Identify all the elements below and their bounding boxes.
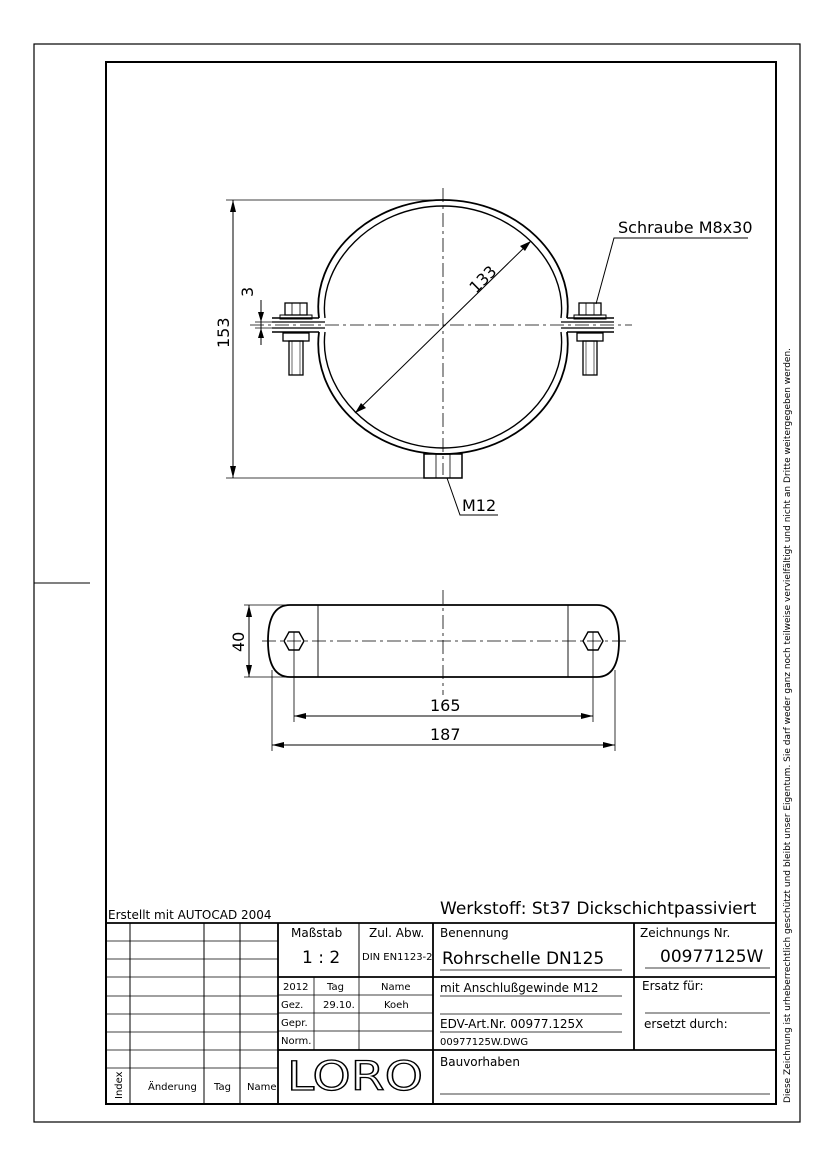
scale-label: Maßstab — [291, 926, 343, 940]
project-label: Bauvorhaben — [440, 1055, 520, 1069]
copyright-note: Diese Zeichnung ist urheberrechtlich geschützt und bleibt unser Eigentum. Sie darf weder ganz noch teilweise vervielfältigt und nicht an Dritte weitergegeben werden. — [783, 347, 793, 1103]
screw-label: Schraube M8x30 — [618, 218, 753, 237]
overall-length-value: 187 — [430, 725, 461, 744]
approval-name-header: Name — [381, 982, 411, 993]
revision-index-header: Index — [114, 1071, 125, 1099]
width-value: 40 — [229, 631, 248, 652]
drawing-number: 00977125W — [660, 947, 764, 967]
screw-leader — [596, 238, 748, 304]
drawn-date: 29.10. — [323, 1000, 355, 1011]
right-nut — [577, 333, 603, 341]
drawn-label: Gez. — [281, 1000, 304, 1011]
autocad-note: Erstellt mit AUTOCAD 2004 — [108, 908, 272, 922]
drawn-name: Koeh — [384, 1000, 409, 1011]
dwg-file-name: 00977125W.DWG — [440, 1037, 529, 1048]
material-note: Werkstoff: St37 Dickschichtpassiviert — [440, 899, 757, 919]
revision-day-header: Tag — [214, 1082, 231, 1093]
norm-label: Norm. — [281, 1036, 312, 1047]
approval-day-header: Tag — [327, 982, 344, 993]
article-number: EDV-Art.Nr. 00977.125X — [440, 1017, 584, 1031]
drawing-number-label: Zeichnungs Nr. — [640, 926, 731, 940]
left-screw-shank — [289, 341, 303, 375]
front-view — [226, 188, 748, 515]
replaced-by-label: ersetzt durch: — [644, 1017, 728, 1031]
right-screw-shank — [583, 341, 597, 375]
loro-logo: LORO — [287, 1054, 423, 1100]
scale-value: 1 : 2 — [302, 948, 341, 968]
left-screw-head — [285, 303, 307, 315]
designation-label: Benennung — [440, 926, 509, 940]
revision-name-header: Name — [247, 1082, 277, 1093]
checked-label: Gepr. — [281, 1018, 308, 1029]
left-nut — [283, 333, 309, 341]
right-screw-head — [579, 303, 601, 315]
height-value: 153 — [214, 317, 233, 348]
replacement-for-label: Ersatz für: — [642, 979, 704, 993]
revision-change-header: Änderung — [148, 1082, 197, 1093]
thread-label: M12 — [462, 496, 497, 515]
diameter-value: 133 — [465, 261, 501, 297]
year-value: 2012 — [283, 982, 309, 993]
tolerance-label: Zul. Abw. — [369, 926, 425, 940]
designation-subtitle: mit Anschlußgewinde M12 — [440, 981, 599, 995]
tolerance-value: DIN EN1123-2 — [362, 952, 433, 963]
designation-value: Rohrschelle DN125 — [442, 949, 605, 969]
hole-distance-value: 165 — [430, 696, 461, 715]
thickness-value: 3 — [238, 286, 257, 297]
